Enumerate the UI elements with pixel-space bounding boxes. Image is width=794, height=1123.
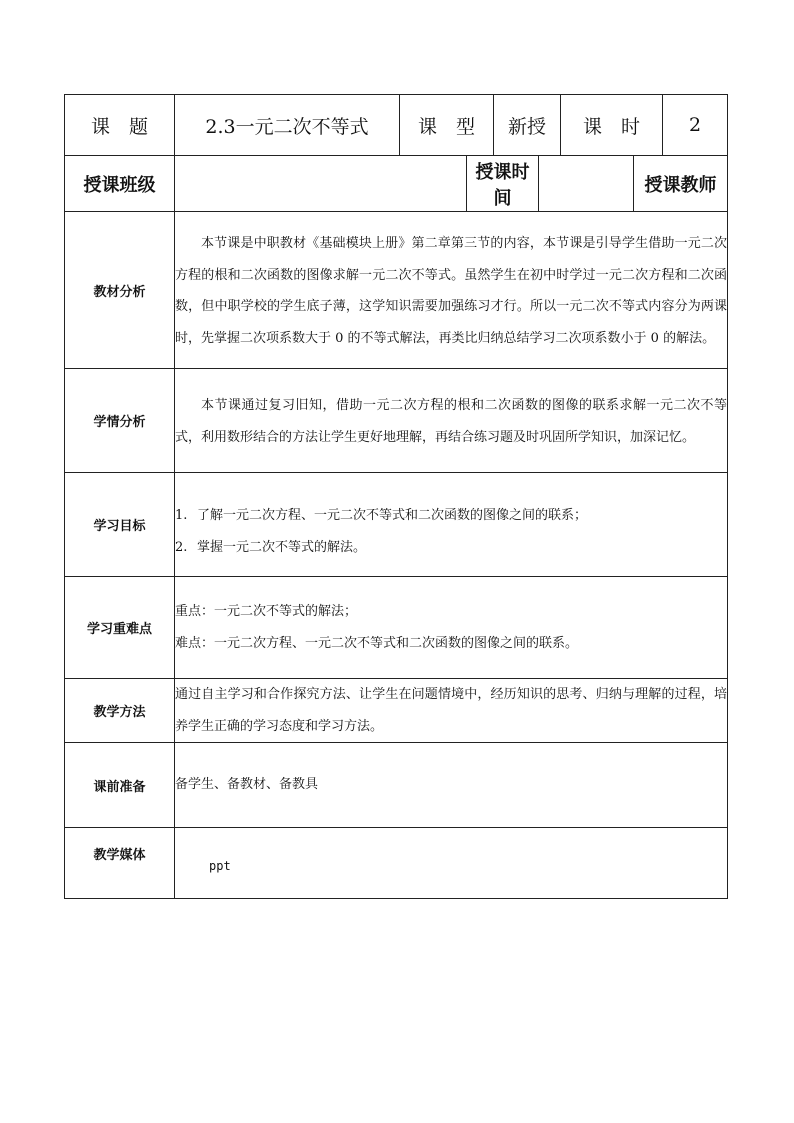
hours-label: 课 时 (561, 95, 663, 156)
objective-number: 2. (175, 539, 188, 555)
methods-label: 教学方法 (65, 679, 175, 743)
preparation-text: 备学生、备教材、备教具 (175, 777, 319, 793)
type-label: 课 型 (400, 95, 494, 156)
methods-row (65, 679, 728, 743)
objectives-label: 学习目标 (65, 473, 175, 577)
objective-text: 掌握一元二次不等式的解法。 (197, 539, 367, 555)
textbook-analysis-text: 本节课是中职教材《基础模块上册》第二章第三节的内容，本节课是引导学生借助一元二次方程的根和二次函数的图像求解一元二次不等式。虽然学生在初中时学过一元二次方程和二次函数，但中职学校的学生底子薄，这学知识需要加强练习才行。所以一元二次不等式内容分为两课时，先掌握二次项系数大于 0 的不等式解法，再类比归纳总结学习二次项系数小于 0 的解法。 (175, 236, 728, 346)
media-content (175, 828, 728, 899)
teacher-label: 授课教师 (634, 156, 728, 212)
key-points-row (65, 577, 728, 679)
key-points-content (175, 577, 728, 679)
preparation-label: 课前准备 (65, 743, 175, 828)
learner-analysis-label: 学情分析 (65, 369, 175, 473)
header-row-2 (65, 156, 728, 212)
textbook-analysis-label: 教材分析 (65, 212, 175, 369)
textbook-analysis-row (65, 212, 728, 369)
objective-number: 1. (175, 508, 188, 523)
objectives-row (65, 473, 728, 577)
learner-analysis-text: 本节课通过复习旧知，借助一元二次方程的根和二次函数的图像的联系求解一元二次不等式，利用数形结合的方法让学生更好地理解，再结合练习题及时巩固所学知识，加深记忆。 (175, 398, 728, 445)
class-label: 授课班级 (65, 156, 175, 212)
methods-content (175, 679, 728, 743)
objective-text: 了解一元二次方程、一元二次不等式和二次函数的图像之间的联系； (197, 508, 588, 523)
type-value: 新授 (494, 95, 561, 156)
textbook-analysis-content (175, 212, 728, 369)
media-row (65, 828, 728, 899)
focus-text: 重点：一元二次不等式的解法； (175, 604, 358, 619)
hours-value: 2 (663, 95, 728, 156)
learner-analysis-content (175, 369, 728, 473)
media-label: 教学媒体 (65, 828, 175, 899)
time-value (539, 156, 634, 212)
methods-text: 通过自主学习和合作探究方法、让学生在问题情境中，经历知识的思考、归纳与理解的过程，培养学生正确的学习态度和学习方法。 (175, 687, 728, 734)
header-row-1 (65, 95, 728, 156)
objective-item (175, 532, 727, 564)
objective-item (175, 500, 727, 532)
time-label: 授课时间 (467, 156, 539, 212)
objectives-content (175, 473, 728, 577)
class-value (175, 156, 467, 212)
learner-analysis-row (65, 369, 728, 473)
media-text: ppt (209, 859, 231, 874)
topic-label: 课 题 (65, 95, 175, 156)
preparation-row (65, 743, 728, 828)
key-points-label: 学习重难点 (65, 577, 175, 679)
topic-value: 2.3一元二次不等式 (175, 95, 400, 156)
lesson-plan-table (64, 94, 728, 899)
preparation-content (175, 743, 728, 828)
difficulty-text: 难点：一元二次方程、一元二次不等式和二次函数的图像之间的联系。 (175, 635, 579, 651)
